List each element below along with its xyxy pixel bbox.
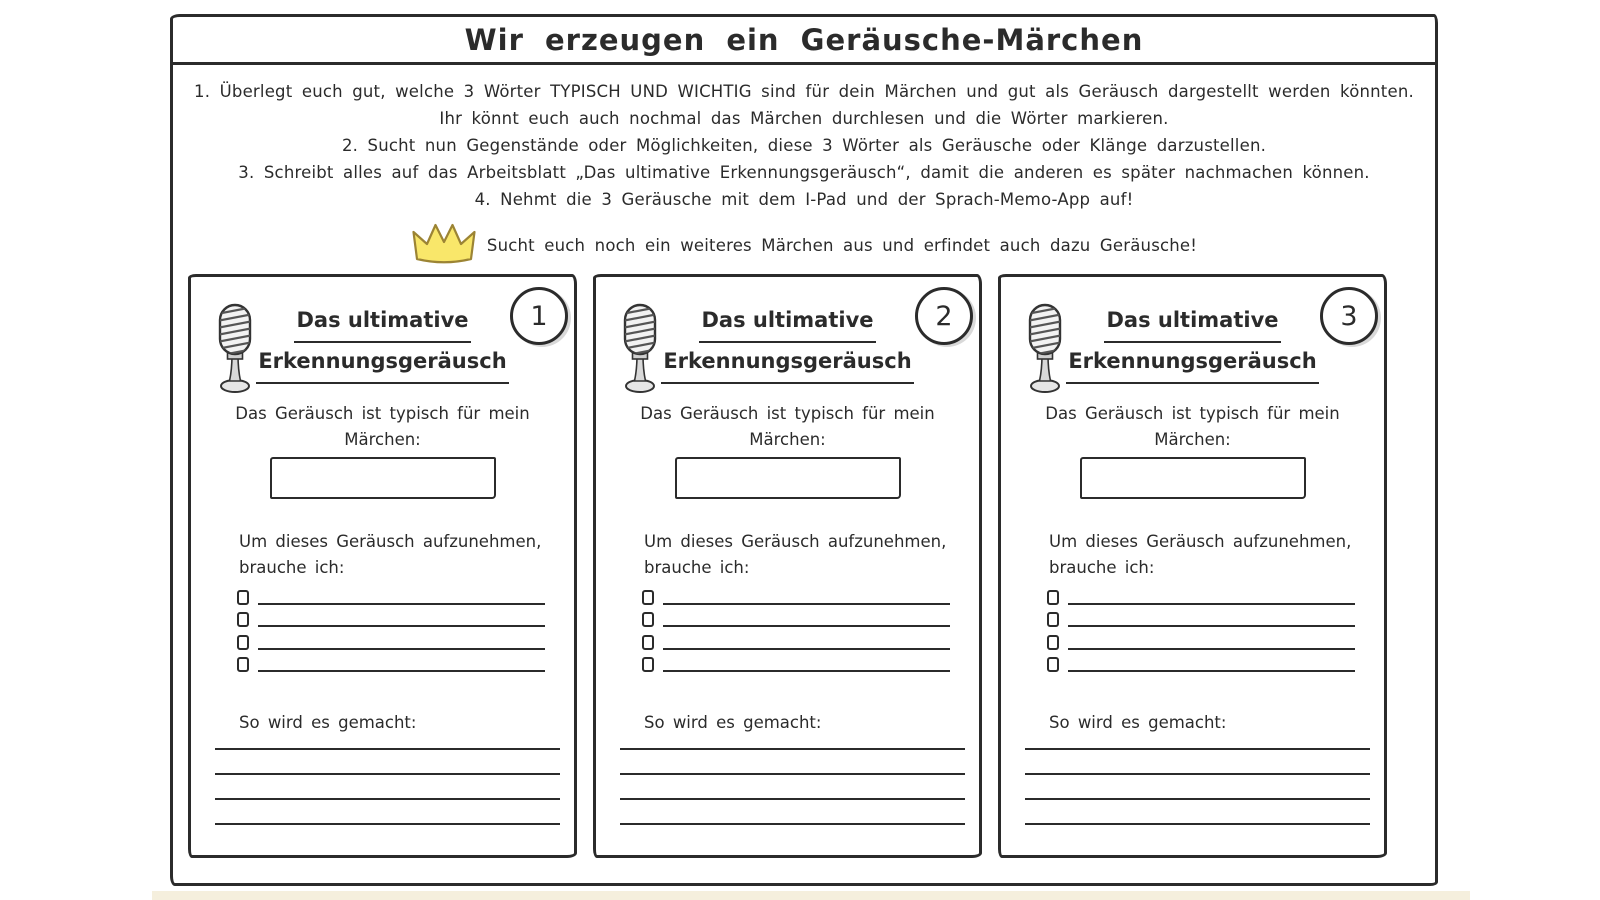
checklist-row	[237, 631, 545, 654]
method-label: So wird es gemacht:	[644, 713, 822, 732]
write-line[interactable]	[258, 635, 545, 650]
checklist	[237, 586, 545, 676]
page-title: Wir erzeugen ein Geräusche-Märchen	[464, 22, 1144, 57]
cards-row	[188, 274, 1387, 858]
write-line[interactable]	[663, 657, 950, 672]
microphone-icon	[1021, 301, 1069, 395]
write-line[interactable]	[620, 775, 965, 800]
checklist-row	[642, 609, 950, 632]
instructions	[173, 78, 1435, 213]
worksheet-card	[998, 274, 1387, 858]
checklist-row	[642, 586, 950, 609]
worksheet-card	[593, 274, 982, 858]
checkbox[interactable]	[642, 635, 654, 650]
instruction-line: 3. Schreibt alles auf das Arbeitsblatt „Das ultimative Erkennungsgeräusch“, damit die anderen es später nachmachen können.	[238, 163, 1370, 182]
checklist	[1047, 586, 1355, 676]
method-lines	[215, 725, 560, 825]
write-line[interactable]	[620, 750, 965, 775]
needs-text: Um dieses Geräusch aufzunehmen, brauche ich:	[239, 532, 542, 577]
write-line[interactable]	[620, 800, 965, 825]
checkbox[interactable]	[1047, 590, 1059, 605]
microphone-icon	[616, 301, 664, 395]
checkbox[interactable]	[237, 590, 249, 605]
write-line[interactable]	[215, 800, 560, 825]
card-title: Das ultimative Erkennungsgeräusch	[596, 277, 979, 384]
write-line[interactable]	[663, 612, 950, 627]
worksheet-card	[188, 274, 577, 858]
write-line[interactable]	[258, 590, 545, 605]
crown-icon	[411, 220, 477, 264]
checklist-row	[1047, 609, 1355, 632]
checklist-row	[1047, 586, 1355, 609]
microphone-icon	[211, 301, 259, 395]
answer-box[interactable]	[1080, 457, 1306, 499]
prompt-text: Das Geräusch ist typisch für mein Märchen:	[640, 404, 935, 449]
checkbox[interactable]	[642, 612, 654, 627]
checklist-row	[1047, 654, 1355, 677]
method-label: So wird es gemacht:	[239, 713, 417, 732]
checkbox[interactable]	[237, 657, 249, 672]
needs-text: Um dieses Geräusch aufzunehmen, brauche ich:	[644, 532, 947, 577]
checkbox[interactable]	[1047, 657, 1059, 672]
checkbox[interactable]	[1047, 612, 1059, 627]
title-band	[173, 17, 1435, 65]
prompt-text: Das Geräusch ist typisch für mein Märchen:	[1045, 404, 1340, 449]
write-line[interactable]	[1068, 635, 1355, 650]
bonus-text: Sucht euch noch ein weiteres Märchen aus und erfindet auch dazu Geräusche!	[486, 235, 1198, 255]
checklist-row	[642, 631, 950, 654]
checkbox[interactable]	[642, 657, 654, 672]
method-lines	[620, 725, 965, 825]
card-number-badge: 2	[915, 287, 973, 345]
write-line[interactable]	[258, 612, 545, 627]
write-line[interactable]	[620, 725, 965, 750]
write-line[interactable]	[215, 775, 560, 800]
write-line[interactable]	[663, 590, 950, 605]
bottom-strip	[152, 891, 1470, 900]
needs-text: Um dieses Geräusch aufzunehmen, brauche ich:	[1049, 532, 1352, 577]
write-line[interactable]	[1025, 775, 1370, 800]
answer-box[interactable]	[675, 457, 901, 499]
checklist-row	[1047, 631, 1355, 654]
checklist	[642, 586, 950, 676]
write-line[interactable]	[1068, 657, 1355, 672]
bonus-row	[173, 226, 1435, 264]
checklist-row	[237, 609, 545, 632]
write-line[interactable]	[1068, 612, 1355, 627]
write-line[interactable]	[1025, 800, 1370, 825]
card-title: Das ultimative Erkennungsgeräusch	[191, 277, 574, 384]
card-title: Das ultimative Erkennungsgeräusch	[1001, 277, 1384, 384]
write-line[interactable]	[215, 750, 560, 775]
instruction-line: 2. Sucht nun Gegenstände oder Möglichkeiten, diese 3 Wörter als Geräusche oder Klänge darzustellen.	[341, 136, 1267, 155]
prompt-text: Das Geräusch ist typisch für mein Märchen:	[235, 404, 530, 449]
method-label: So wird es gemacht:	[1049, 713, 1227, 732]
checkbox[interactable]	[1047, 635, 1059, 650]
card-number-badge: 3	[1320, 287, 1378, 345]
checklist-row	[237, 654, 545, 677]
worksheet-sheet	[170, 14, 1438, 886]
write-line[interactable]	[215, 725, 560, 750]
write-line[interactable]	[663, 635, 950, 650]
checkbox[interactable]	[237, 612, 249, 627]
answer-box[interactable]	[270, 457, 496, 499]
instruction-line: 4. Nehmt die 3 Geräusche mit dem I-Pad und der Sprach-Memo-App auf!	[474, 190, 1134, 209]
card-number-badge: 1	[510, 287, 568, 345]
method-lines	[1025, 725, 1370, 825]
write-line[interactable]	[1068, 590, 1355, 605]
checklist-row	[237, 586, 545, 609]
write-line[interactable]	[1025, 750, 1370, 775]
checkbox[interactable]	[642, 590, 654, 605]
checkbox[interactable]	[237, 635, 249, 650]
write-line[interactable]	[258, 657, 545, 672]
instruction-line: 1. Überlegt euch gut, welche 3 Wörter TYPISCH UND WICHTIG sind für dein Märchen und gut als Geräusch dargestellt werden könnten.	[194, 82, 1414, 101]
write-line[interactable]	[1025, 725, 1370, 750]
checklist-row	[642, 654, 950, 677]
instruction-line: Ihr könnt euch auch nochmal das Märchen durchlesen und die Wörter markieren.	[439, 109, 1169, 128]
